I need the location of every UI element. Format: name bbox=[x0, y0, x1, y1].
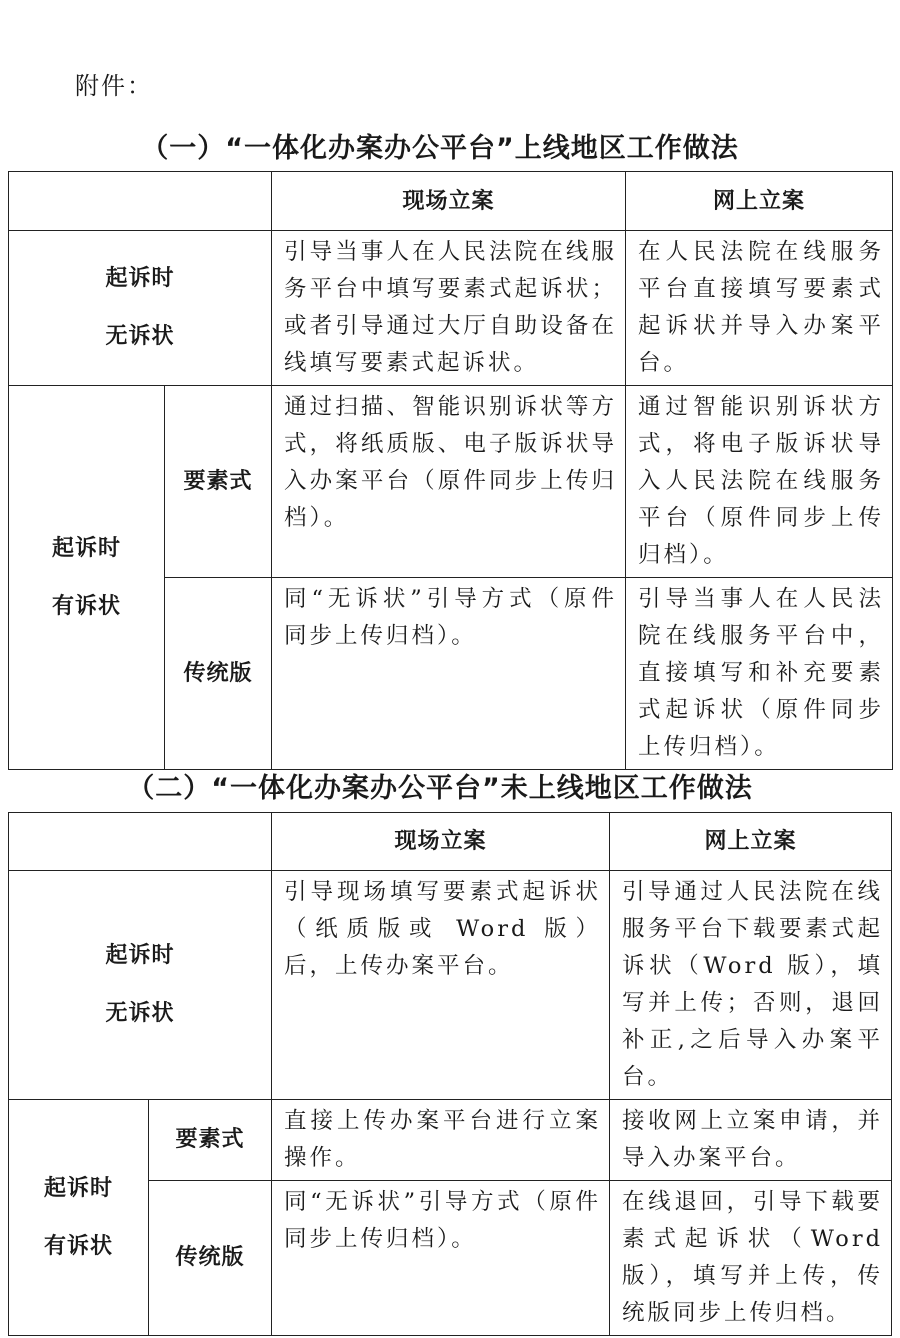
table-row bbox=[9, 871, 892, 1100]
row-label-no-complaint bbox=[9, 871, 272, 1100]
header-onsite: 现场立案 bbox=[272, 172, 626, 231]
section2-title: （二）“一体化办案办公平台”未上线地区工作做法 bbox=[127, 773, 753, 804]
online-cell: 在线退回，引导下载要素式起诉状（Word 版），填写并上传，传统版同步上传归档。 bbox=[610, 1181, 892, 1336]
row-label-line2: 无诉状 bbox=[105, 324, 175, 349]
row-label-line2: 有诉状 bbox=[51, 593, 121, 619]
sublabel-element: 要素式 bbox=[149, 1100, 272, 1181]
table-row bbox=[9, 231, 893, 386]
onsite-cell: 同“无诉状”引导方式（原件同步上传归档）。 bbox=[272, 1181, 610, 1336]
attachment-label: 附件： bbox=[75, 72, 153, 100]
row-label-has-complaint bbox=[9, 1100, 149, 1336]
header-corner-cell bbox=[9, 813, 272, 871]
table-header-row bbox=[9, 813, 892, 871]
section1-title: （一）“一体化办案办公平台”上线地区工作做法 bbox=[141, 133, 739, 164]
header-online: 网上立案 bbox=[626, 172, 893, 231]
header-corner-cell bbox=[9, 172, 272, 231]
row-label-line1: 起诉时 bbox=[105, 266, 175, 291]
section2-table bbox=[8, 812, 892, 1336]
table-header-row bbox=[9, 172, 893, 231]
row-label-line2: 无诉状 bbox=[105, 1001, 175, 1026]
table-row bbox=[9, 386, 893, 578]
row-label-line1: 起诉时 bbox=[43, 1175, 113, 1201]
onsite-cell: 同“无诉状”引导方式（原件同步上传归档）。 bbox=[272, 578, 626, 770]
onsite-cell: 引导当事人在人民法院在线服务平台中填写要素式起诉状；或者引导通过大厅自助设备在线填写要素式起诉状。 bbox=[272, 231, 626, 386]
onsite-cell: 直接上传办案平台进行立案操作。 bbox=[272, 1100, 610, 1181]
section1-table bbox=[8, 171, 893, 770]
row-label-line1: 起诉时 bbox=[51, 535, 121, 561]
row-label-has-complaint bbox=[9, 386, 165, 770]
sublabel-element: 要素式 bbox=[165, 386, 272, 578]
table-row bbox=[9, 1100, 892, 1181]
onsite-cell: 通过扫描、智能识别诉状等方式，将纸质版、电子版诉状导入办案平台（原件同步上传归档）。 bbox=[272, 386, 626, 578]
online-cell: 引导当事人在人民法院在线服务平台中，直接填写和补充要素式起诉状（原件同步上传归档）。 bbox=[626, 578, 893, 770]
row-label-line2: 有诉状 bbox=[43, 1233, 113, 1259]
online-cell: 在人民法院在线服务平台直接填写要素式起诉状并导入办案平台。 bbox=[626, 231, 893, 386]
online-cell: 引导通过人民法院在线服务平台下载要素式起诉状（Word 版），填写并上传；否则，退回补正,之后导入办案平台。 bbox=[610, 871, 892, 1100]
online-cell: 接收网上立案申请，并导入办案平台。 bbox=[610, 1100, 892, 1181]
onsite-cell: 引导现场填写要素式起诉状（纸质版或 Word 版）后，上传办案平台。 bbox=[272, 871, 610, 1100]
row-label-line1: 起诉时 bbox=[105, 943, 175, 968]
online-cell: 通过智能识别诉状方式，将电子版诉状导入人民法院在线服务平台（原件同步上传归档）。 bbox=[626, 386, 893, 578]
header-online: 网上立案 bbox=[610, 813, 892, 871]
header-onsite: 现场立案 bbox=[272, 813, 610, 871]
row-label-no-complaint bbox=[9, 231, 272, 386]
sublabel-traditional: 传统版 bbox=[149, 1181, 272, 1336]
sublabel-traditional: 传统版 bbox=[165, 578, 272, 770]
